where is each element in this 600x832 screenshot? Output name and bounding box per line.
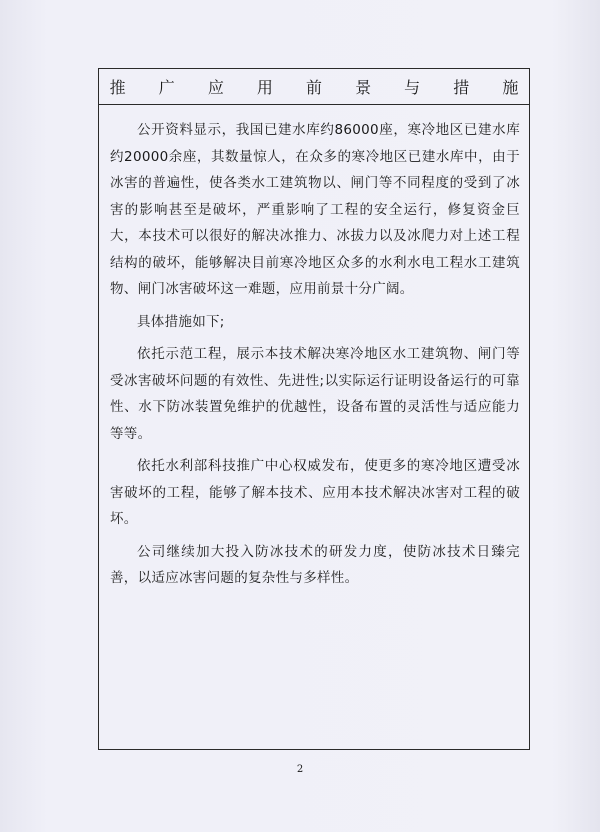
paragraph-demonstration: 依托示范工程，展示本技术解决寒冷地区水工建筑物、闸门等受冰害破坏问题的有效性、先进性;以实际运行证明设备运行的可靠性、水下防冰装置免维护的优越性，设备布置的灵活性与适应能力等等。 [110, 346, 520, 442]
document-table-frame [98, 68, 533, 750]
section-body [110, 117, 520, 592]
page-number: 2 [296, 764, 304, 775]
paragraph-measures-intro: 具体措施如下; [137, 313, 225, 330]
section-title: 推 广 应 用 前 景 与 措 施 [109, 78, 533, 97]
paragraph-research: 公司继续加大投入防冰技术的研发力度，使防冰技术日臻完善，以适应冰害问题的复杂性与多样性。 [110, 543, 520, 586]
paragraph-overview: 公开资料显示，我国已建水库约86000座，寒冷地区已建水库约20000余座，其数量惊人，在众多的寒冷地区已建水库中，由于冰害的普遍性，使各类水工建筑物以、闸门等不同程度的受到了冰害的影响甚至是破坏，严重影响了工程的安全运行，修复资金巨大，本技术可以很好的解决冰推力、冰拔力以及冰爬力对上述工程结构的破坏，能够解决目前寒冷地区众多的水利水电工程水工建筑物、闸门冰害破坏这一难题，应用前景十分广阔。 [110, 122, 520, 297]
paragraph-promotion: 依托水利部科技推广中心权威发布，使更多的寒冷地区遭受冰害破坏的工程，能够了解本技术、应用本技术解决冰害对工程的破坏。 [110, 458, 520, 527]
title-row [99, 69, 533, 105]
